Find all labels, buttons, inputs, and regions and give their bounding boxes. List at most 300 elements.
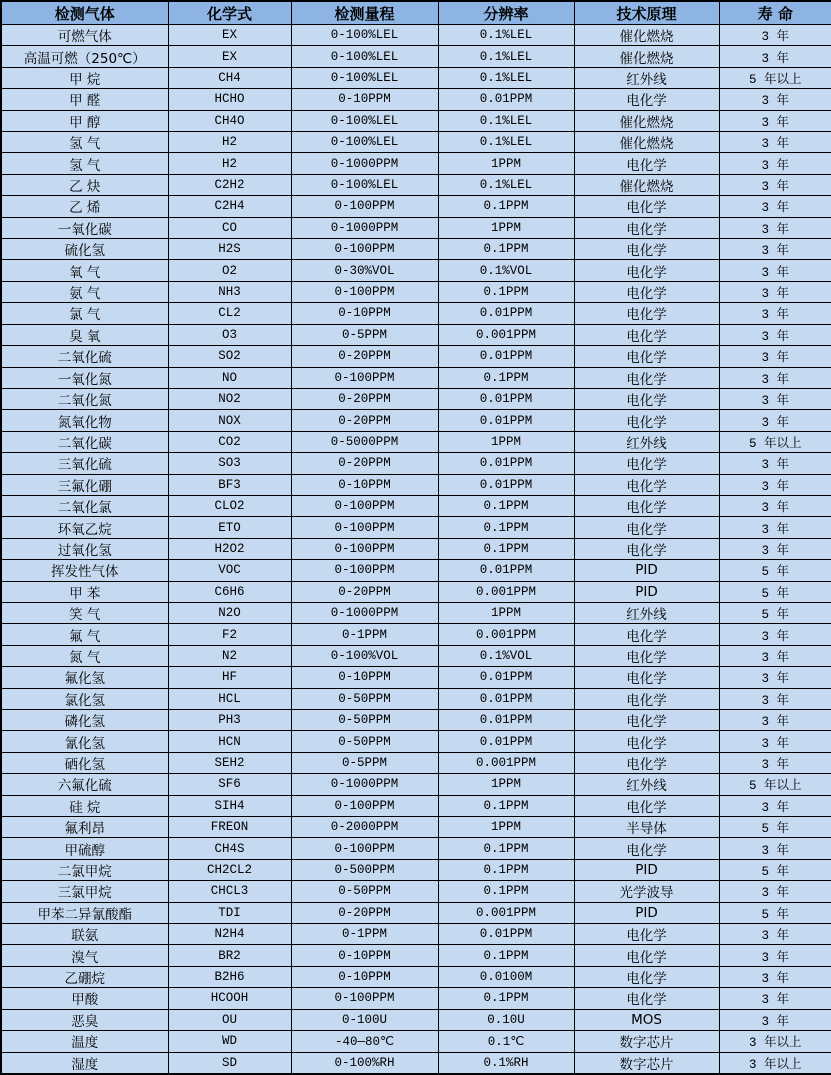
cell-range: 0-1000PPM: [291, 774, 438, 795]
cell-lifetime: 3 年: [719, 110, 831, 131]
cell-lifetime: 3 年: [719, 46, 831, 67]
cell-range: 0-500PPM: [291, 859, 438, 880]
cell-gas-name: 氟 气: [1, 624, 168, 645]
table-row: [1, 602, 831, 623]
cell-range: 0-10PPM: [291, 667, 438, 688]
table-row: [1, 560, 831, 581]
cell-resolution: 0.1PPM: [438, 988, 574, 1009]
cell-formula: O2: [168, 260, 291, 281]
cell-lifetime: 3 年: [719, 324, 831, 345]
cell-range: 0-5PPM: [291, 324, 438, 345]
cell-range: 0-100PPM: [291, 196, 438, 217]
cell-formula: ETO: [168, 517, 291, 538]
cell-formula: HCN: [168, 731, 291, 752]
cell-resolution: 0.01PPM: [438, 688, 574, 709]
cell-principle: 电化学: [574, 260, 719, 281]
cell-gas-name: 甲 醇: [1, 110, 168, 131]
cell-formula: SD: [168, 1052, 291, 1074]
cell-resolution: 0.01PPM: [438, 731, 574, 752]
cell-gas-name: 溴气: [1, 945, 168, 966]
cell-resolution: 0.01PPM: [438, 410, 574, 431]
cell-lifetime: 3 年: [719, 517, 831, 538]
cell-principle: 电化学: [574, 517, 719, 538]
cell-principle: 电化学: [574, 667, 719, 688]
cell-gas-name: 三氯甲烷: [1, 881, 168, 902]
header-resolution: 分辨率: [438, 1, 574, 25]
cell-range: 0-1000PPM: [291, 602, 438, 623]
cell-gas-name: 氨 气: [1, 281, 168, 302]
cell-lifetime: 5 年: [719, 602, 831, 623]
header-row: [1, 1, 831, 25]
cell-range: 0-10PPM: [291, 89, 438, 110]
cell-range: 0-20PPM: [291, 453, 438, 474]
cell-gas-name: 联氨: [1, 924, 168, 945]
cell-lifetime: 5 年: [719, 560, 831, 581]
cell-formula: PH3: [168, 710, 291, 731]
table-row: [1, 67, 831, 88]
cell-gas-name: 氟利昂: [1, 817, 168, 838]
cell-principle: 电化学: [574, 838, 719, 859]
cell-range: 0-100U: [291, 1009, 438, 1030]
cell-formula: H2: [168, 153, 291, 174]
table-row: [1, 281, 831, 302]
cell-principle: 电化学: [574, 752, 719, 773]
cell-principle: 电化学: [574, 988, 719, 1009]
cell-principle: 电化学: [574, 324, 719, 345]
cell-formula: H2: [168, 132, 291, 153]
table-row: [1, 174, 831, 195]
cell-resolution: 0.01PPM: [438, 89, 574, 110]
cell-range: 0-50PPM: [291, 731, 438, 752]
table-row: [1, 388, 831, 409]
cell-principle: 电化学: [574, 945, 719, 966]
table-row: [1, 838, 831, 859]
cell-resolution: 0.01PPM: [438, 453, 574, 474]
cell-resolution: 0.1PPM: [438, 239, 574, 260]
cell-lifetime: 5 年: [719, 859, 831, 880]
cell-resolution: 0.001PPM: [438, 581, 574, 602]
cell-principle: 电化学: [574, 924, 719, 945]
cell-resolution: 1PPM: [438, 217, 574, 238]
cell-principle: MOS: [574, 1009, 719, 1030]
cell-lifetime: 5 年: [719, 581, 831, 602]
cell-lifetime: 3 年: [719, 153, 831, 174]
cell-resolution: 0.001PPM: [438, 902, 574, 923]
cell-range: 0-100%RH: [291, 1052, 438, 1074]
cell-resolution: 1PPM: [438, 153, 574, 174]
cell-range: 0-20PPM: [291, 902, 438, 923]
cell-resolution: 0.1PPM: [438, 367, 574, 388]
cell-formula: F2: [168, 624, 291, 645]
cell-gas-name: 氢 气: [1, 132, 168, 153]
cell-principle: 电化学: [574, 346, 719, 367]
cell-formula: OU: [168, 1009, 291, 1030]
cell-range: 0-100PPM: [291, 838, 438, 859]
cell-resolution: 0.001PPM: [438, 324, 574, 345]
cell-gas-name: 氧 气: [1, 260, 168, 281]
cell-formula: CL2: [168, 303, 291, 324]
cell-formula: SF6: [168, 774, 291, 795]
cell-gas-name: 甲 醛: [1, 89, 168, 110]
cell-formula: EX: [168, 25, 291, 46]
cell-gas-name: 甲酸: [1, 988, 168, 1009]
cell-principle: 催化燃烧: [574, 46, 719, 67]
cell-lifetime: 3 年: [719, 688, 831, 709]
cell-resolution: 0.1%LEL: [438, 25, 574, 46]
cell-principle: 催化燃烧: [574, 174, 719, 195]
cell-gas-name: 氮氧化物: [1, 410, 168, 431]
cell-principle: 电化学: [574, 89, 719, 110]
table-row: [1, 517, 831, 538]
cell-resolution: 0.1PPM: [438, 945, 574, 966]
cell-gas-name: 氰化氢: [1, 731, 168, 752]
cell-gas-name: 乙 烯: [1, 196, 168, 217]
cell-formula: C6H6: [168, 581, 291, 602]
cell-principle: 电化学: [574, 196, 719, 217]
cell-lifetime: 3 年: [719, 731, 831, 752]
cell-gas-name: 可燃气体: [1, 25, 168, 46]
cell-gas-name: 六氟化硫: [1, 774, 168, 795]
cell-lifetime: 3 年以上: [719, 1031, 831, 1052]
cell-range: 0-50PPM: [291, 710, 438, 731]
cell-principle: 数字芯片: [574, 1031, 719, 1052]
cell-formula: BF3: [168, 474, 291, 495]
cell-gas-name: 臭 氧: [1, 324, 168, 345]
cell-lifetime: 3 年: [719, 132, 831, 153]
cell-principle: 半导体: [574, 817, 719, 838]
cell-resolution: 0.1%LEL: [438, 132, 574, 153]
table-row: [1, 410, 831, 431]
cell-formula: H2S: [168, 239, 291, 260]
cell-resolution: 0.1PPM: [438, 838, 574, 859]
cell-resolution: 1PPM: [438, 431, 574, 452]
table-row: [1, 1052, 831, 1074]
cell-lifetime: 3 年: [719, 881, 831, 902]
cell-lifetime: 3 年: [719, 495, 831, 516]
table-row: [1, 710, 831, 731]
cell-formula: CH4O: [168, 110, 291, 131]
cell-principle: 电化学: [574, 624, 719, 645]
cell-gas-name: 二氧化硫: [1, 346, 168, 367]
cell-gas-name: 二氯甲烷: [1, 859, 168, 880]
cell-gas-name: 二氧化氯: [1, 495, 168, 516]
table-row: [1, 752, 831, 773]
cell-gas-name: 环氧乙烷: [1, 517, 168, 538]
cell-principle: PID: [574, 560, 719, 581]
table-row: [1, 431, 831, 452]
cell-range: 0-100PPM: [291, 560, 438, 581]
cell-formula: H2O2: [168, 538, 291, 559]
cell-range: 0-5000PPM: [291, 431, 438, 452]
cell-lifetime: 3 年: [719, 410, 831, 431]
table-row: [1, 688, 831, 709]
cell-gas-name: 乙硼烷: [1, 966, 168, 987]
cell-resolution: 0.1%LEL: [438, 46, 574, 67]
cell-resolution: 0.1%LEL: [438, 110, 574, 131]
cell-principle: 电化学: [574, 239, 719, 260]
cell-resolution: 0.01PPM: [438, 710, 574, 731]
cell-gas-name: 甲 烷: [1, 67, 168, 88]
cell-range: 0-2000PPM: [291, 817, 438, 838]
cell-gas-name: 二氧化氮: [1, 388, 168, 409]
cell-lifetime: 3 年以上: [719, 1052, 831, 1074]
cell-range: 0-100PPM: [291, 239, 438, 260]
cell-formula: N2H4: [168, 924, 291, 945]
cell-lifetime: 3 年: [719, 645, 831, 666]
table-row: [1, 153, 831, 174]
table-row: [1, 902, 831, 923]
cell-formula: O3: [168, 324, 291, 345]
cell-formula: CH4: [168, 67, 291, 88]
cell-principle: 电化学: [574, 645, 719, 666]
cell-resolution: 0.1PPM: [438, 495, 574, 516]
cell-range: 0-20PPM: [291, 410, 438, 431]
cell-range: 0-100%LEL: [291, 174, 438, 195]
cell-principle: 数字芯片: [574, 1052, 719, 1074]
cell-range: 0-10PPM: [291, 966, 438, 987]
cell-resolution: 0.1℃: [438, 1031, 574, 1052]
cell-lifetime: 3 年: [719, 25, 831, 46]
cell-gas-name: 氯化氢: [1, 688, 168, 709]
cell-formula: NO2: [168, 388, 291, 409]
cell-principle: 催化燃烧: [574, 25, 719, 46]
table-row: [1, 89, 831, 110]
cell-range: 0-100%VOL: [291, 645, 438, 666]
cell-formula: N2O: [168, 602, 291, 623]
cell-lifetime: 3 年: [719, 303, 831, 324]
cell-formula: HF: [168, 667, 291, 688]
header-lifetime: 寿 命: [719, 1, 831, 25]
cell-principle: 电化学: [574, 966, 719, 987]
table-row: [1, 495, 831, 516]
header-gas-name: 检测气体: [1, 1, 168, 25]
cell-formula: SIH4: [168, 795, 291, 816]
cell-range: 0-1PPM: [291, 924, 438, 945]
cell-range: 0-100%LEL: [291, 132, 438, 153]
cell-formula: NOX: [168, 410, 291, 431]
table-row: [1, 260, 831, 281]
cell-formula: EX: [168, 46, 291, 67]
cell-principle: 电化学: [574, 388, 719, 409]
cell-lifetime: 3 年: [719, 667, 831, 688]
table-row: [1, 538, 831, 559]
cell-range: 0-20PPM: [291, 346, 438, 367]
cell-formula: SO2: [168, 346, 291, 367]
cell-resolution: 0.1PPM: [438, 795, 574, 816]
cell-principle: PID: [574, 581, 719, 602]
table-body: [1, 25, 831, 1075]
table-header: [1, 1, 831, 25]
cell-range: 0-1PPM: [291, 624, 438, 645]
cell-formula: WD: [168, 1031, 291, 1052]
cell-gas-name: 甲硫醇: [1, 838, 168, 859]
table-row: [1, 945, 831, 966]
cell-range: 0-100%LEL: [291, 46, 438, 67]
cell-range: 0-20PPM: [291, 388, 438, 409]
table-row: [1, 474, 831, 495]
cell-lifetime: 3 年: [719, 367, 831, 388]
cell-lifetime: 5 年以上: [719, 431, 831, 452]
cell-resolution: 1PPM: [438, 602, 574, 623]
table-row: [1, 881, 831, 902]
table-row: [1, 966, 831, 987]
cell-range: 0-100PPM: [291, 988, 438, 1009]
cell-lifetime: 5 年: [719, 902, 831, 923]
cell-formula: CHCL3: [168, 881, 291, 902]
cell-lifetime: 3 年: [719, 924, 831, 945]
header-formula: 化学式: [168, 1, 291, 25]
cell-resolution: 0.1%VOL: [438, 645, 574, 666]
cell-range: 0-100%LEL: [291, 25, 438, 46]
cell-gas-name: 氟化氢: [1, 667, 168, 688]
cell-range: 0-100PPM: [291, 495, 438, 516]
cell-resolution: 0.1PPM: [438, 517, 574, 538]
cell-lifetime: 5 年以上: [719, 774, 831, 795]
table-row: [1, 453, 831, 474]
cell-principle: 电化学: [574, 153, 719, 174]
header-principle: 技术原理: [574, 1, 719, 25]
cell-formula: SEH2: [168, 752, 291, 773]
cell-formula: HCOOH: [168, 988, 291, 1009]
table-row: [1, 346, 831, 367]
cell-range: 0-10PPM: [291, 474, 438, 495]
cell-range: 0-30%VOL: [291, 260, 438, 281]
cell-principle: 红外线: [574, 774, 719, 795]
cell-lifetime: 5 年以上: [719, 67, 831, 88]
table-row: [1, 817, 831, 838]
cell-principle: 催化燃烧: [574, 132, 719, 153]
cell-formula: CO2: [168, 431, 291, 452]
cell-resolution: 0.1%VOL: [438, 260, 574, 281]
cell-formula: HCL: [168, 688, 291, 709]
cell-range: 0-100PPM: [291, 795, 438, 816]
cell-resolution: 0.1PPM: [438, 859, 574, 880]
table-row: [1, 239, 831, 260]
cell-principle: 电化学: [574, 474, 719, 495]
table-row: [1, 367, 831, 388]
cell-lifetime: 3 年: [719, 624, 831, 645]
table-row: [1, 25, 831, 46]
cell-gas-name: 三氧化硫: [1, 453, 168, 474]
cell-resolution: 0.001PPM: [438, 624, 574, 645]
cell-lifetime: 3 年: [719, 838, 831, 859]
cell-range: 0-1000PPM: [291, 153, 438, 174]
cell-principle: PID: [574, 859, 719, 880]
table-row: [1, 624, 831, 645]
cell-lifetime: 3 年: [719, 988, 831, 1009]
cell-lifetime: 3 年: [719, 538, 831, 559]
cell-resolution: 0.1%RH: [438, 1052, 574, 1074]
cell-gas-name: 硒化氢: [1, 752, 168, 773]
table-row: [1, 303, 831, 324]
cell-formula: CH4S: [168, 838, 291, 859]
cell-lifetime: 3 年: [719, 174, 831, 195]
cell-range: 0-5PPM: [291, 752, 438, 773]
table-row: [1, 324, 831, 345]
table-row: [1, 795, 831, 816]
table-row: [1, 645, 831, 666]
cell-resolution: 0.001PPM: [438, 752, 574, 773]
cell-principle: 电化学: [574, 688, 719, 709]
cell-resolution: 0.01PPM: [438, 303, 574, 324]
cell-gas-name: 甲 苯: [1, 581, 168, 602]
table-row: [1, 110, 831, 131]
cell-lifetime: 3 年: [719, 752, 831, 773]
cell-principle: 电化学: [574, 795, 719, 816]
cell-principle: 电化学: [574, 495, 719, 516]
table-row: [1, 217, 831, 238]
cell-resolution: 0.1PPM: [438, 281, 574, 302]
cell-range: 0-100PPM: [291, 538, 438, 559]
cell-formula: HCHO: [168, 89, 291, 110]
cell-resolution: 1PPM: [438, 774, 574, 795]
cell-lifetime: 3 年: [719, 710, 831, 731]
cell-lifetime: 3 年: [719, 239, 831, 260]
cell-range: 0-1000PPM: [291, 217, 438, 238]
cell-resolution: 0.01PPM: [438, 474, 574, 495]
cell-lifetime: 3 年: [719, 89, 831, 110]
table-row: [1, 667, 831, 688]
cell-resolution: 0.10U: [438, 1009, 574, 1030]
cell-lifetime: 3 年: [719, 260, 831, 281]
cell-lifetime: 3 年: [719, 795, 831, 816]
cell-formula: N2: [168, 645, 291, 666]
table-row: [1, 132, 831, 153]
cell-principle: 催化燃烧: [574, 110, 719, 131]
cell-lifetime: 3 年: [719, 217, 831, 238]
cell-resolution: 1PPM: [438, 817, 574, 838]
cell-lifetime: 3 年: [719, 346, 831, 367]
cell-resolution: 0.01PPM: [438, 667, 574, 688]
table-row: [1, 731, 831, 752]
cell-gas-name: 氢 气: [1, 153, 168, 174]
cell-range: 0-100PPM: [291, 367, 438, 388]
cell-formula: C2H4: [168, 196, 291, 217]
cell-principle: 光学波导: [574, 881, 719, 902]
cell-resolution: 0.0100M: [438, 966, 574, 987]
cell-range: 0-10PPM: [291, 303, 438, 324]
table-row: [1, 46, 831, 67]
cell-principle: 电化学: [574, 710, 719, 731]
cell-gas-name: 湿度: [1, 1052, 168, 1074]
cell-gas-name: 氮 气: [1, 645, 168, 666]
header-range: 检测量程: [291, 1, 438, 25]
cell-range: 0-100%LEL: [291, 67, 438, 88]
cell-range: -40—80℃: [291, 1031, 438, 1052]
cell-resolution: 0.01PPM: [438, 346, 574, 367]
cell-resolution: 0.01PPM: [438, 560, 574, 581]
cell-resolution: 0.1%LEL: [438, 67, 574, 88]
cell-principle: 电化学: [574, 281, 719, 302]
cell-gas-name: 一氧化氮: [1, 367, 168, 388]
cell-range: 0-50PPM: [291, 688, 438, 709]
cell-formula: CLO2: [168, 495, 291, 516]
table-row: [1, 196, 831, 217]
cell-range: 0-100%LEL: [291, 110, 438, 131]
cell-lifetime: 3 年: [719, 474, 831, 495]
table-row: [1, 924, 831, 945]
cell-resolution: 0.1%LEL: [438, 174, 574, 195]
table-row: [1, 988, 831, 1009]
table-row: [1, 581, 831, 602]
table-row: [1, 859, 831, 880]
table-row: [1, 1031, 831, 1052]
table-row: [1, 1009, 831, 1030]
cell-resolution: 0.1PPM: [438, 538, 574, 559]
cell-principle: 电化学: [574, 367, 719, 388]
cell-gas-name: 二氧化碳: [1, 431, 168, 452]
cell-resolution: 0.01PPM: [438, 924, 574, 945]
